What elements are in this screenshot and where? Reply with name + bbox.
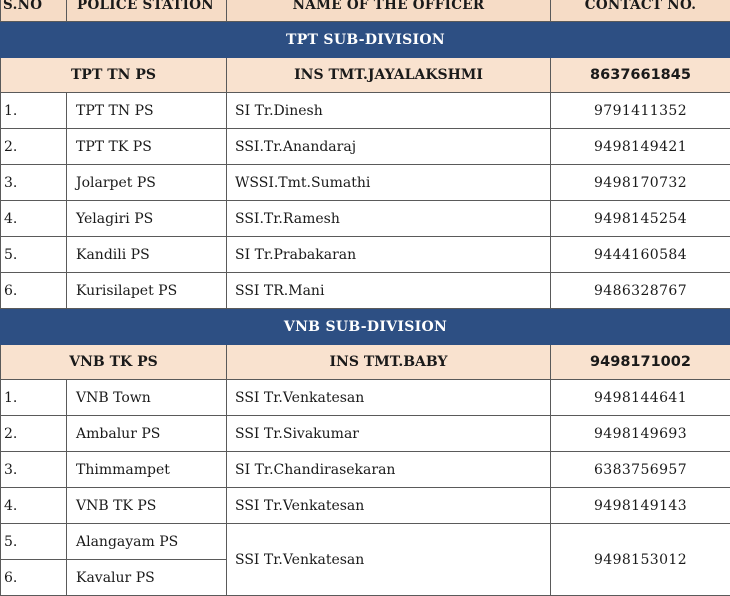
row-contact: 9498144641 <box>551 380 730 416</box>
header-contact: CONTACT NO. <box>551 0 730 22</box>
row-station: TPT TK PS <box>67 129 227 165</box>
row-sno: 1. <box>1 380 67 416</box>
row-contact: 9498170732 <box>551 165 730 201</box>
row-sno: 2. <box>1 129 67 165</box>
inspector-row-tpt <box>1 58 730 93</box>
row-contact: 9498149143 <box>551 488 730 524</box>
header-police-station: POLICE STATION <box>67 0 227 22</box>
inspector-station: VNB TK PS <box>1 345 227 380</box>
row-contact: 9444160584 <box>551 237 730 273</box>
table-row <box>1 93 730 129</box>
division-row-vnb <box>1 309 730 345</box>
row-sno: 3. <box>1 165 67 201</box>
row-station: VNB TK PS <box>67 488 227 524</box>
row-sno: 4. <box>1 201 67 237</box>
row-station: Jolarpet PS <box>67 165 227 201</box>
row-officer: SSI.Tr.Ramesh <box>227 201 551 237</box>
row-sno: 4. <box>1 488 67 524</box>
table-row <box>1 452 730 488</box>
table-row <box>1 488 730 524</box>
table-row <box>1 201 730 237</box>
inspector-name: INS TMT.JAYALAKSHMI <box>227 58 551 93</box>
row-station: TPT TN PS <box>67 93 227 129</box>
row-station: Kandili PS <box>67 237 227 273</box>
row-officer: SI Tr.Prabakaran <box>227 237 551 273</box>
inspector-name: INS TMT.BABY <box>227 345 551 380</box>
row-officer: SSI TR.Mani <box>227 273 551 309</box>
row-station: Kavalur PS <box>67 560 227 596</box>
row-officer: WSSI.Tmt.Sumathi <box>227 165 551 201</box>
division-title: VNB SUB-DIVISION <box>1 309 730 345</box>
row-officer: SSI.Tr.Anandaraj <box>227 129 551 165</box>
row-contact: 9498145254 <box>551 201 730 237</box>
row-officer: SSI Tr.Sivakumar <box>227 416 551 452</box>
table-row <box>1 524 730 560</box>
row-officer: SI Tr.Chandirasekaran <box>227 452 551 488</box>
inspector-contact: 9498171002 <box>551 345 730 380</box>
header-officer-name: NAME OF THE OFFICER <box>227 0 551 22</box>
table-header-row <box>1 0 730 22</box>
row-station: Kurisilapet PS <box>67 273 227 309</box>
row-sno: 2. <box>1 416 67 452</box>
inspector-row-vnb <box>1 345 730 380</box>
row-station: Ambalur PS <box>67 416 227 452</box>
row-sno: 3. <box>1 452 67 488</box>
table-row <box>1 129 730 165</box>
row-station: Thimmampet <box>67 452 227 488</box>
row-officer: SSI Tr.Venkatesan <box>227 488 551 524</box>
row-officer: SSI Tr.Venkatesan <box>227 380 551 416</box>
table-row <box>1 380 730 416</box>
division-row-tpt <box>1 22 730 58</box>
header-sno: S.NO <box>1 0 67 22</box>
row-station: Alangayam PS <box>67 524 227 560</box>
row-station: VNB Town <box>67 380 227 416</box>
table-row <box>1 273 730 309</box>
row-contact: 6383756957 <box>551 452 730 488</box>
division-title: TPT SUB-DIVISION <box>1 22 730 58</box>
table-row <box>1 237 730 273</box>
row-contact: 9498149421 <box>551 129 730 165</box>
table-row <box>1 165 730 201</box>
inspector-contact: 8637661845 <box>551 58 730 93</box>
row-contact: 9791411352 <box>551 93 730 129</box>
row-station: Yelagiri PS <box>67 201 227 237</box>
table-row <box>1 416 730 452</box>
row-sno: 5. <box>1 524 67 560</box>
inspector-station: TPT TN PS <box>1 58 227 93</box>
row-sno: 5. <box>1 237 67 273</box>
row-contact: 9498153012 <box>551 524 730 596</box>
row-contact: 9486328767 <box>551 273 730 309</box>
row-officer: SSI Tr.Venkatesan <box>227 524 551 596</box>
row-sno: 6. <box>1 273 67 309</box>
row-officer: SI Tr.Dinesh <box>227 93 551 129</box>
row-sno: 6. <box>1 560 67 596</box>
row-contact: 9498149693 <box>551 416 730 452</box>
row-sno: 1. <box>1 93 67 129</box>
